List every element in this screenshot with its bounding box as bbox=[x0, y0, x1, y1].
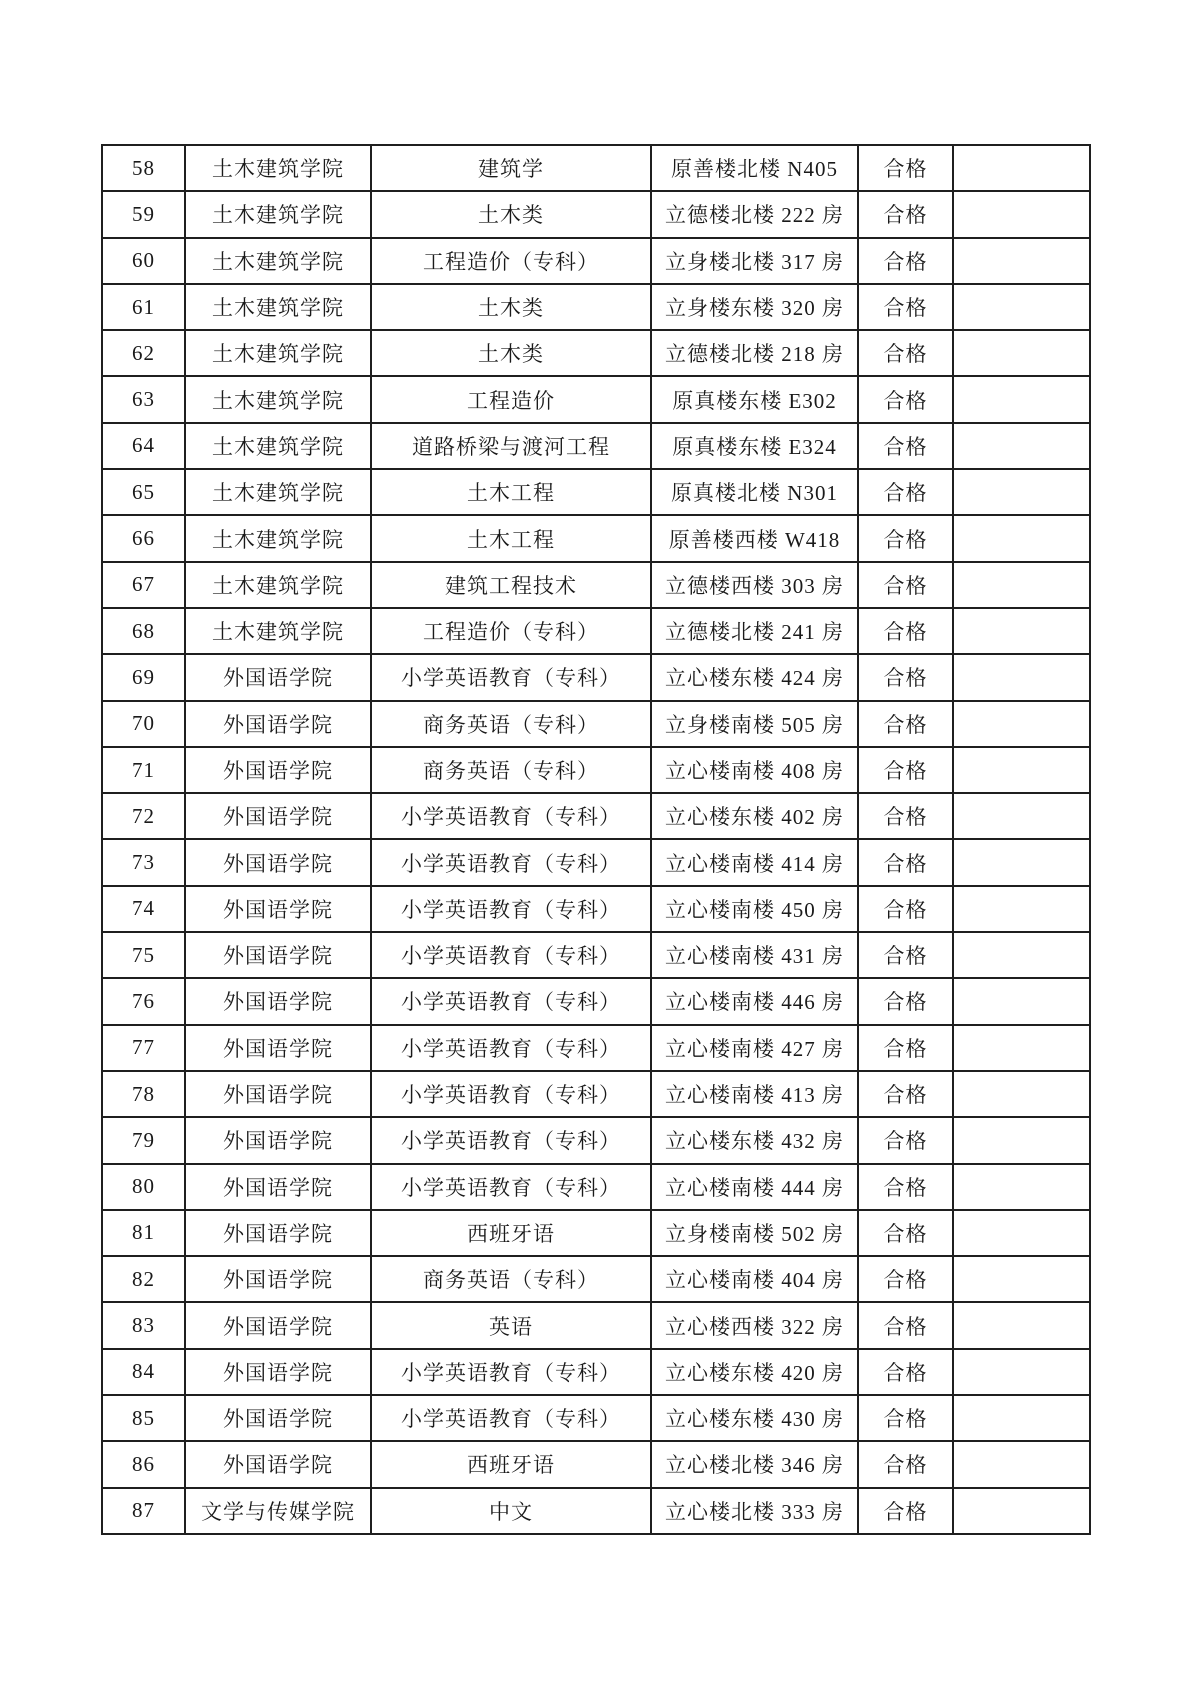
row-number-cell: 61 bbox=[102, 284, 185, 330]
location-cell: 立心楼南楼 413 房 bbox=[651, 1071, 858, 1117]
location-cell: 立心楼南楼 431 房 bbox=[651, 932, 858, 978]
table-row bbox=[102, 793, 1090, 839]
major-cell: 土木类 bbox=[371, 330, 651, 376]
major-cell: 小学英语教育（专科） bbox=[371, 932, 651, 978]
table-row bbox=[102, 886, 1090, 932]
status-cell: 合格 bbox=[858, 978, 953, 1024]
status-cell: 合格 bbox=[858, 515, 953, 561]
status-cell: 合格 bbox=[858, 747, 953, 793]
table-row bbox=[102, 1441, 1090, 1487]
row-number-cell: 83 bbox=[102, 1302, 185, 1348]
location-cell: 原真楼东楼 E324 bbox=[651, 423, 858, 469]
major-cell: 工程造价 bbox=[371, 376, 651, 422]
college-cell: 外国语学院 bbox=[185, 1349, 371, 1395]
status-cell: 合格 bbox=[858, 1395, 953, 1441]
remark-cell bbox=[953, 284, 1090, 330]
major-cell: 道路桥梁与渡河工程 bbox=[371, 423, 651, 469]
major-cell: 商务英语（专科） bbox=[371, 701, 651, 747]
table-row bbox=[102, 701, 1090, 747]
major-cell: 土木类 bbox=[371, 191, 651, 237]
major-cell: 小学英语教育（专科） bbox=[371, 1117, 651, 1163]
status-cell: 合格 bbox=[858, 701, 953, 747]
table-row bbox=[102, 562, 1090, 608]
major-cell: 中文 bbox=[371, 1488, 651, 1534]
row-number-cell: 71 bbox=[102, 747, 185, 793]
row-number-cell: 79 bbox=[102, 1117, 185, 1163]
remark-cell bbox=[953, 469, 1090, 515]
major-cell: 建筑工程技术 bbox=[371, 562, 651, 608]
remark-cell bbox=[953, 515, 1090, 561]
major-cell: 建筑学 bbox=[371, 145, 651, 191]
row-number-cell: 84 bbox=[102, 1349, 185, 1395]
location-cell: 立心楼东楼 432 房 bbox=[651, 1117, 858, 1163]
row-number-cell: 68 bbox=[102, 608, 185, 654]
remark-cell bbox=[953, 1071, 1090, 1117]
major-cell: 小学英语教育（专科） bbox=[371, 978, 651, 1024]
row-number-cell: 74 bbox=[102, 886, 185, 932]
major-cell: 工程造价（专科） bbox=[371, 608, 651, 654]
row-number-cell: 87 bbox=[102, 1488, 185, 1534]
row-number-cell: 82 bbox=[102, 1256, 185, 1302]
major-cell: 商务英语（专科） bbox=[371, 1256, 651, 1302]
major-cell: 小学英语教育（专科） bbox=[371, 839, 651, 885]
remark-cell bbox=[953, 886, 1090, 932]
row-number-cell: 64 bbox=[102, 423, 185, 469]
remark-cell bbox=[953, 330, 1090, 376]
college-cell: 土木建筑学院 bbox=[185, 191, 371, 237]
major-cell: 西班牙语 bbox=[371, 1210, 651, 1256]
remark-cell bbox=[953, 191, 1090, 237]
row-number-cell: 72 bbox=[102, 793, 185, 839]
location-cell: 立身楼南楼 505 房 bbox=[651, 701, 858, 747]
table-row bbox=[102, 469, 1090, 515]
location-cell: 立心楼东楼 402 房 bbox=[651, 793, 858, 839]
college-cell: 土木建筑学院 bbox=[185, 562, 371, 608]
location-cell: 立心楼东楼 430 房 bbox=[651, 1395, 858, 1441]
location-cell: 立心楼南楼 446 房 bbox=[651, 978, 858, 1024]
table-row bbox=[102, 1349, 1090, 1395]
table-row bbox=[102, 1025, 1090, 1071]
remark-cell bbox=[953, 1349, 1090, 1395]
college-cell: 文学与传媒学院 bbox=[185, 1488, 371, 1534]
table-row bbox=[102, 1210, 1090, 1256]
row-number-cell: 73 bbox=[102, 839, 185, 885]
location-cell: 原真楼东楼 E302 bbox=[651, 376, 858, 422]
major-cell: 小学英语教育（专科） bbox=[371, 886, 651, 932]
status-cell: 合格 bbox=[858, 1164, 953, 1210]
table-row bbox=[102, 423, 1090, 469]
status-cell: 合格 bbox=[858, 886, 953, 932]
remark-cell bbox=[953, 654, 1090, 700]
table-row bbox=[102, 515, 1090, 561]
remark-cell bbox=[953, 932, 1090, 978]
status-cell: 合格 bbox=[858, 423, 953, 469]
location-cell: 原善楼北楼 N405 bbox=[651, 145, 858, 191]
row-number-cell: 67 bbox=[102, 562, 185, 608]
remark-cell bbox=[953, 145, 1090, 191]
major-cell: 英语 bbox=[371, 1302, 651, 1348]
remark-cell bbox=[953, 423, 1090, 469]
college-cell: 外国语学院 bbox=[185, 1117, 371, 1163]
remark-cell bbox=[953, 1117, 1090, 1163]
location-cell: 原善楼西楼 W418 bbox=[651, 515, 858, 561]
table-row bbox=[102, 608, 1090, 654]
remark-cell bbox=[953, 1025, 1090, 1071]
remark-cell bbox=[953, 978, 1090, 1024]
status-cell: 合格 bbox=[858, 608, 953, 654]
location-cell: 立身楼南楼 502 房 bbox=[651, 1210, 858, 1256]
location-cell: 立心楼西楼 322 房 bbox=[651, 1302, 858, 1348]
college-cell: 外国语学院 bbox=[185, 654, 371, 700]
remark-cell bbox=[953, 793, 1090, 839]
row-number-cell: 59 bbox=[102, 191, 185, 237]
table-row bbox=[102, 654, 1090, 700]
status-cell: 合格 bbox=[858, 932, 953, 978]
major-cell: 小学英语教育（专科） bbox=[371, 1349, 651, 1395]
college-cell: 外国语学院 bbox=[185, 932, 371, 978]
major-cell: 小学英语教育（专科） bbox=[371, 1071, 651, 1117]
row-number-cell: 65 bbox=[102, 469, 185, 515]
status-cell: 合格 bbox=[858, 330, 953, 376]
college-cell: 外国语学院 bbox=[185, 1256, 371, 1302]
college-cell: 外国语学院 bbox=[185, 1071, 371, 1117]
college-cell: 外国语学院 bbox=[185, 978, 371, 1024]
major-cell: 土木类 bbox=[371, 284, 651, 330]
remark-cell bbox=[953, 562, 1090, 608]
college-cell: 外国语学院 bbox=[185, 793, 371, 839]
college-cell: 土木建筑学院 bbox=[185, 515, 371, 561]
table-row bbox=[102, 1395, 1090, 1441]
remark-cell bbox=[953, 1210, 1090, 1256]
college-cell: 外国语学院 bbox=[185, 1210, 371, 1256]
location-cell: 立心楼东楼 424 房 bbox=[651, 654, 858, 700]
table-row bbox=[102, 238, 1090, 284]
college-cell: 外国语学院 bbox=[185, 1025, 371, 1071]
remark-cell bbox=[953, 1395, 1090, 1441]
college-cell: 土木建筑学院 bbox=[185, 238, 371, 284]
remark-cell bbox=[953, 1164, 1090, 1210]
location-cell: 立德楼西楼 303 房 bbox=[651, 562, 858, 608]
location-cell: 立心楼南楼 427 房 bbox=[651, 1025, 858, 1071]
location-cell: 立心楼南楼 444 房 bbox=[651, 1164, 858, 1210]
row-number-cell: 69 bbox=[102, 654, 185, 700]
table-row bbox=[102, 376, 1090, 422]
college-cell: 土木建筑学院 bbox=[185, 145, 371, 191]
row-number-cell: 60 bbox=[102, 238, 185, 284]
table-row bbox=[102, 284, 1090, 330]
status-cell: 合格 bbox=[858, 238, 953, 284]
major-cell: 土木工程 bbox=[371, 515, 651, 561]
remark-cell bbox=[953, 839, 1090, 885]
row-number-cell: 77 bbox=[102, 1025, 185, 1071]
location-cell: 立心楼南楼 414 房 bbox=[651, 839, 858, 885]
remark-cell bbox=[953, 238, 1090, 284]
remark-cell bbox=[953, 1441, 1090, 1487]
status-cell: 合格 bbox=[858, 376, 953, 422]
table-row bbox=[102, 1071, 1090, 1117]
table-row bbox=[102, 191, 1090, 237]
location-cell: 立身楼北楼 317 房 bbox=[651, 238, 858, 284]
college-cell: 外国语学院 bbox=[185, 1441, 371, 1487]
remark-cell bbox=[953, 376, 1090, 422]
college-cell: 外国语学院 bbox=[185, 1395, 371, 1441]
college-cell: 土木建筑学院 bbox=[185, 284, 371, 330]
status-cell: 合格 bbox=[858, 469, 953, 515]
remark-cell bbox=[953, 1488, 1090, 1534]
remark-cell bbox=[953, 747, 1090, 793]
status-cell: 合格 bbox=[858, 562, 953, 608]
major-cell: 小学英语教育（专科） bbox=[371, 1164, 651, 1210]
row-number-cell: 66 bbox=[102, 515, 185, 561]
major-cell: 西班牙语 bbox=[371, 1441, 651, 1487]
location-cell: 立心楼南楼 450 房 bbox=[651, 886, 858, 932]
row-number-cell: 86 bbox=[102, 1441, 185, 1487]
major-cell: 小学英语教育（专科） bbox=[371, 1025, 651, 1071]
location-cell: 立德楼北楼 218 房 bbox=[651, 330, 858, 376]
location-cell: 原真楼北楼 N301 bbox=[651, 469, 858, 515]
status-cell: 合格 bbox=[858, 1302, 953, 1348]
table-row bbox=[102, 1164, 1090, 1210]
remark-cell bbox=[953, 1302, 1090, 1348]
table-row bbox=[102, 1256, 1090, 1302]
table-row bbox=[102, 1488, 1090, 1534]
major-cell: 商务英语（专科） bbox=[371, 747, 651, 793]
status-cell: 合格 bbox=[858, 191, 953, 237]
college-cell: 外国语学院 bbox=[185, 839, 371, 885]
college-cell: 土木建筑学院 bbox=[185, 330, 371, 376]
location-cell: 立心楼南楼 404 房 bbox=[651, 1256, 858, 1302]
status-cell: 合格 bbox=[858, 793, 953, 839]
status-cell: 合格 bbox=[858, 1025, 953, 1071]
location-cell: 立身楼东楼 320 房 bbox=[651, 284, 858, 330]
status-cell: 合格 bbox=[858, 1210, 953, 1256]
row-number-cell: 78 bbox=[102, 1071, 185, 1117]
location-cell: 立心楼北楼 333 房 bbox=[651, 1488, 858, 1534]
remark-cell bbox=[953, 608, 1090, 654]
status-cell: 合格 bbox=[858, 654, 953, 700]
college-cell: 土木建筑学院 bbox=[185, 469, 371, 515]
location-cell: 立德楼北楼 222 房 bbox=[651, 191, 858, 237]
row-number-cell: 75 bbox=[102, 932, 185, 978]
table-row bbox=[102, 145, 1090, 191]
row-number-cell: 62 bbox=[102, 330, 185, 376]
table-row bbox=[102, 978, 1090, 1024]
remark-cell bbox=[953, 1256, 1090, 1302]
table-row bbox=[102, 1302, 1090, 1348]
status-cell: 合格 bbox=[858, 1349, 953, 1395]
college-cell: 外国语学院 bbox=[185, 886, 371, 932]
college-cell: 土木建筑学院 bbox=[185, 376, 371, 422]
major-cell: 土木工程 bbox=[371, 469, 651, 515]
college-cell: 外国语学院 bbox=[185, 701, 371, 747]
status-cell: 合格 bbox=[858, 839, 953, 885]
row-number-cell: 70 bbox=[102, 701, 185, 747]
college-cell: 外国语学院 bbox=[185, 747, 371, 793]
major-cell: 小学英语教育（专科） bbox=[371, 793, 651, 839]
row-number-cell: 80 bbox=[102, 1164, 185, 1210]
status-cell: 合格 bbox=[858, 145, 953, 191]
row-number-cell: 76 bbox=[102, 978, 185, 1024]
table-row bbox=[102, 330, 1090, 376]
location-cell: 立心楼北楼 346 房 bbox=[651, 1441, 858, 1487]
location-cell: 立心楼南楼 408 房 bbox=[651, 747, 858, 793]
status-cell: 合格 bbox=[858, 284, 953, 330]
status-cell: 合格 bbox=[858, 1256, 953, 1302]
location-cell: 立德楼北楼 241 房 bbox=[651, 608, 858, 654]
location-cell: 立心楼东楼 420 房 bbox=[651, 1349, 858, 1395]
remark-cell bbox=[953, 701, 1090, 747]
status-cell: 合格 bbox=[858, 1071, 953, 1117]
row-number-cell: 63 bbox=[102, 376, 185, 422]
college-cell: 土木建筑学院 bbox=[185, 608, 371, 654]
major-cell: 工程造价（专科） bbox=[371, 238, 651, 284]
status-cell: 合格 bbox=[858, 1117, 953, 1163]
table-row bbox=[102, 932, 1090, 978]
row-number-cell: 81 bbox=[102, 1210, 185, 1256]
exam-room-table bbox=[101, 144, 1091, 1535]
status-cell: 合格 bbox=[858, 1441, 953, 1487]
exam-table-body bbox=[102, 145, 1090, 1534]
major-cell: 小学英语教育（专科） bbox=[371, 1395, 651, 1441]
table-row bbox=[102, 839, 1090, 885]
table-row bbox=[102, 747, 1090, 793]
table-row bbox=[102, 1117, 1090, 1163]
row-number-cell: 85 bbox=[102, 1395, 185, 1441]
college-cell: 外国语学院 bbox=[185, 1164, 371, 1210]
college-cell: 土木建筑学院 bbox=[185, 423, 371, 469]
college-cell: 外国语学院 bbox=[185, 1302, 371, 1348]
row-number-cell: 58 bbox=[102, 145, 185, 191]
major-cell: 小学英语教育（专科） bbox=[371, 654, 651, 700]
status-cell: 合格 bbox=[858, 1488, 953, 1534]
